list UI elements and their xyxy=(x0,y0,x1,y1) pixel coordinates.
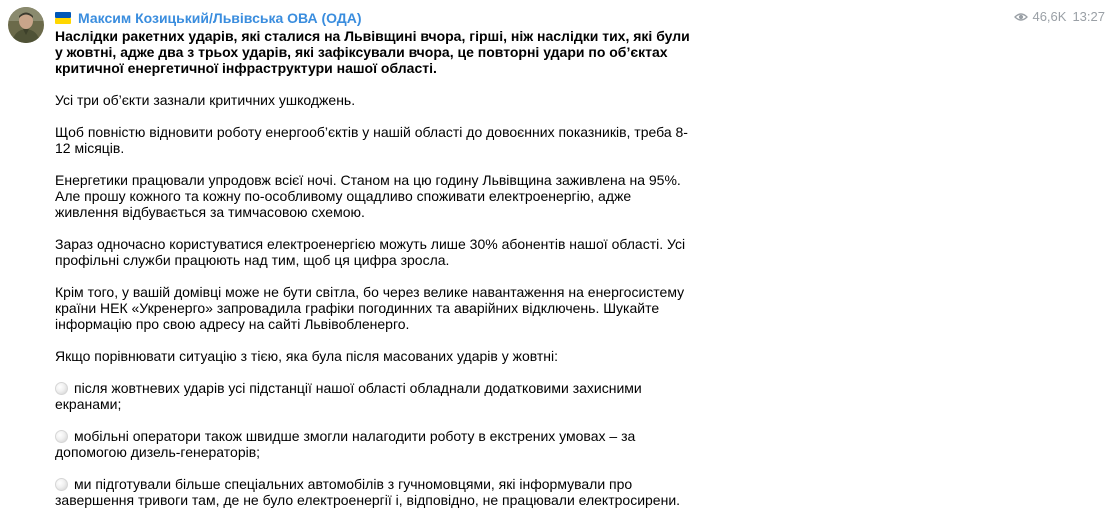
message-paragraph-6: Якщо порівнювати ситуацію з тією, яка була після масованих ударів у жовтні: xyxy=(55,348,559,364)
views-count: 46,6K xyxy=(1032,9,1067,24)
post-meta xyxy=(1014,9,1105,25)
bullet-item xyxy=(55,380,695,412)
message-body xyxy=(55,9,695,522)
message-paragraph-4: Зараз одночасно користуватися електроенергією можуть лише 30% абонентів нашої області. Усі профільні служби працюють над тим, щоб ця цифра зросла. xyxy=(55,236,686,268)
message-paragraph-2: Щоб повністю відновити роботу енергооб’єктів у нашій області до довоєнних показників, треба 8-12 місяців. xyxy=(55,124,688,156)
message-paragraph-5: Крім того, у вашій домівці може не бути світла, бо через велике навантаження на енергосистему країни НЕК «Укренерго» запровадила графіки погодинних та аварійних відключень. Шукайте інформацію про свою адресу на сайті Львівобленерго. xyxy=(55,284,685,332)
bullet-text: ми підготували більше спеціальних автомобілів з гучномовцями, які інформували про завершення тривоги там, де не було електроенергії і, відповідно, не працювали електросирени. xyxy=(55,476,681,508)
ukraine-flag-icon xyxy=(55,12,71,24)
channel-author-name[interactable]: Максим Козицький/Львівська ОВА (ОДА) xyxy=(78,10,362,26)
avatar[interactable] xyxy=(8,7,44,43)
white-circle-icon xyxy=(55,478,68,491)
white-circle-icon xyxy=(55,430,68,443)
message-headline: Наслідки ракетних ударів, які сталися на Львівщині вчора, гірші, ніж наслідки тих, які були у жовтні, адже два з трьох ударів, які зафіксували вчора, це повторні удари по об’єктах критичної енергетичної інфраструктури нашої області. xyxy=(55,28,690,76)
message-text xyxy=(55,28,695,508)
eye-icon xyxy=(1014,12,1028,22)
message-paragraph-3: Енергетики працювали упродовж всієї ночі. Станом на цю годину Львівщина заживлена на 95%. Але прошу кожного та кожну по-особливому ощадливо споживати електроенергію, адже живлення відбувається за тимчасовою схемою. xyxy=(55,172,681,220)
bullet-item xyxy=(55,428,695,460)
post-header xyxy=(55,9,695,27)
bullet-item xyxy=(55,476,695,508)
white-circle-icon xyxy=(55,382,68,395)
bullet-text: мобільні оператори також швидше змогли налагодити роботу в екстрених умовах – за допомогою дизель-генераторів; xyxy=(55,428,636,460)
bullet-text: після жовтневих ударів усі підстанції нашої області обладнали додатковими захисними екранами; xyxy=(55,380,642,412)
message-paragraph-1: Усі три об’єкти зазнали критичних ушкоджень. xyxy=(55,92,356,108)
post-time: 13:27 xyxy=(1072,9,1105,24)
